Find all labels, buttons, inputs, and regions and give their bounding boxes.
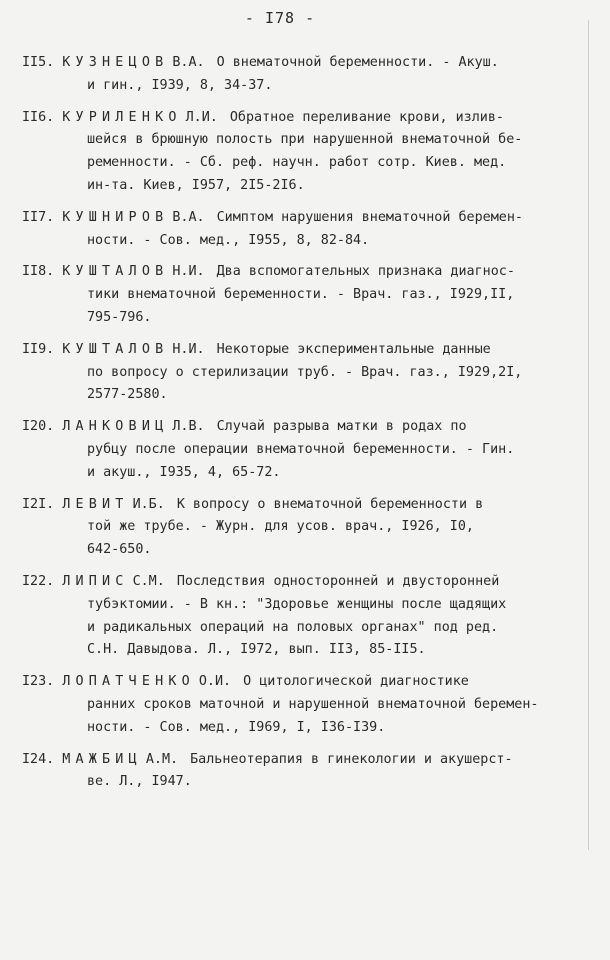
bibliography-entry	[22, 261, 578, 329]
entry-text: и гин., I939, 8, 34-37.	[87, 77, 273, 93]
entry-text: тубэктомии. - В кн.: "Здоровье женщины после щадящих	[87, 596, 507, 612]
page-number: - I78 -	[244, 9, 316, 27]
entry-text: той же трубе. - Журн. для усов. врач., I926, I0,	[87, 519, 474, 535]
bibliography-entry	[22, 671, 578, 739]
entry-text: ранних сроков маточной и нарушенной внематочной беремен-	[87, 696, 539, 712]
entry-text: ве. Л., I947.	[87, 774, 192, 790]
entry-initials: В.А.	[172, 55, 205, 70]
entry-continuation-line	[22, 439, 578, 462]
entry-text: шейся в брюшную полость при нарушенной внематочной бе-	[87, 132, 523, 148]
entry-continuation-line	[22, 617, 578, 640]
entry-author: КУЗНЕЦОВ	[62, 55, 169, 70]
entry-text: С.Н. Давыдова. Л., I972, вып. II3, 85-II5.	[87, 642, 426, 658]
entry-number: I24.	[22, 751, 55, 767]
entry-number: II6.	[22, 109, 55, 125]
entry-initials: О.И.	[198, 674, 232, 690]
bibliography-entry	[22, 749, 578, 795]
entry-text: Бальнеотерапия в гинекологии и акушерст-	[190, 751, 513, 767]
entry-text: О цитологической диагностике	[243, 674, 469, 690]
entry-initials: Н.И.	[172, 341, 205, 357]
entry-spacer	[22, 330, 578, 339]
entry-continuation-line	[22, 694, 578, 717]
bibliography-entry	[22, 52, 578, 98]
entry-initials: И.Б.	[132, 496, 165, 512]
entry-text: Случай разрыва матки в родах по	[216, 419, 467, 435]
page-edge-rule	[588, 20, 589, 850]
entry-number: II8.	[22, 264, 55, 280]
entry-number: I22.	[22, 573, 55, 589]
entry-number: II9.	[22, 341, 55, 357]
entry-spacer	[22, 252, 578, 261]
bibliography-entry	[22, 416, 578, 484]
entry-initials: В.А.	[172, 209, 205, 225]
entry-first-line	[22, 52, 578, 75]
entry-initials: А.М.	[145, 751, 179, 767]
entry-author: КУШТАЛОВ	[62, 341, 169, 357]
bibliography-entry	[22, 494, 578, 562]
entry-text: К вопросу о внематочной беременности в	[176, 496, 484, 512]
entry-author: МАЖБИЦ	[62, 751, 142, 767]
entry-continuation-line	[22, 771, 578, 794]
entry-author: ЛАНКОВИЦ	[62, 419, 169, 435]
entry-spacer	[22, 198, 578, 207]
entry-continuation-line	[22, 152, 578, 175]
entry-author: ЛЕВИТ	[62, 496, 129, 512]
entry-continuation-line	[22, 516, 578, 539]
entry-initials: Л.В.	[172, 419, 205, 435]
entry-text: Некоторые экспериментальные данные	[216, 341, 491, 357]
entry-initials: Н.И.	[172, 264, 205, 280]
entry-continuation-line	[22, 362, 578, 385]
entry-initials: С.М.	[132, 573, 165, 589]
entry-spacer	[22, 740, 578, 749]
entry-continuation-line	[22, 539, 578, 562]
entry-text: О внематочной беременности. - Акуш.	[216, 55, 499, 70]
entry-continuation-line	[22, 639, 578, 662]
entry-first-line	[22, 571, 578, 594]
bibliography-entry	[22, 571, 578, 662]
entry-first-line	[22, 671, 578, 694]
entry-number: I20.	[22, 419, 55, 435]
entry-spacer	[22, 662, 578, 671]
entry-author: ЛИПИС	[62, 573, 129, 589]
entry-spacer	[22, 407, 578, 416]
entry-text: 795-796.	[87, 309, 152, 325]
entry-first-line	[22, 749, 578, 772]
bibliography-entry	[22, 207, 578, 253]
entry-text: Симптом нарушения внематочной беремен-	[216, 209, 523, 225]
entry-number: II7.	[22, 209, 55, 225]
entry-text: тики внематочной беременности. - Врач. газ., I929,II,	[87, 287, 515, 303]
entry-continuation-line	[22, 75, 578, 98]
entry-first-line	[22, 207, 578, 230]
entry-text: рубцу после операции внематочной беременности. - Гин.	[87, 441, 515, 457]
entry-first-line	[22, 494, 578, 517]
entry-continuation-line	[22, 717, 578, 740]
entry-first-line	[22, 416, 578, 439]
entry-text: 2577-2580.	[87, 387, 168, 403]
entry-spacer	[22, 485, 578, 494]
entry-text: ременности. - Сб. реф. научн. работ сотр. Киев. мед.	[87, 155, 507, 171]
entry-text: ности. - Сов. мед., I969, I, I36-I39.	[87, 719, 386, 735]
entry-first-line	[22, 261, 578, 284]
entry-text: ин-та. Киев, I957, 2I5-2I6.	[87, 177, 305, 193]
entry-text: по вопросу о стерилизации труб. - Врач. газ., I929,2I,	[87, 364, 523, 380]
entry-text: Два вспомогательных признака диагнос-	[216, 264, 515, 280]
entry-spacer	[22, 562, 578, 571]
entry-continuation-line	[22, 594, 578, 617]
entry-continuation-line	[22, 175, 578, 198]
bibliography-entry	[22, 107, 578, 198]
entry-text: ности. - Сов. мед., I955, 8, 82-84.	[87, 232, 370, 248]
entry-author: КУРИЛЕНКО	[62, 109, 182, 125]
entry-author: ЛОПАТЧЕНКО	[62, 674, 195, 690]
bibliography-list	[22, 52, 578, 794]
entry-number: II5.	[22, 55, 55, 70]
entry-text: Обратное переливание крови, излив-	[229, 109, 504, 125]
entry-initials: Л.И.	[185, 109, 218, 125]
entry-continuation-line	[22, 230, 578, 253]
entry-spacer	[22, 98, 578, 107]
entry-first-line	[22, 339, 578, 362]
entry-continuation-line	[22, 284, 578, 307]
entry-text: и радикальных операций на половых органах" под ред.	[87, 619, 499, 635]
entry-number: I2I.	[22, 496, 55, 512]
entry-continuation-line	[22, 384, 578, 407]
bibliography-entry	[22, 339, 578, 407]
entry-text: и акуш., I935, 4, 65-72.	[87, 464, 281, 480]
entry-author: КУШТАЛОВ	[62, 264, 169, 280]
entry-number: I23.	[22, 674, 55, 690]
entry-continuation-line	[22, 307, 578, 330]
entry-text: 642-650.	[87, 542, 152, 558]
entry-text: Последствия односторонней и двусторонней	[176, 573, 500, 589]
entry-author: КУШНИРОВ	[62, 209, 169, 225]
entry-continuation-line	[22, 462, 578, 485]
entry-first-line	[22, 107, 578, 130]
entry-continuation-line	[22, 129, 578, 152]
